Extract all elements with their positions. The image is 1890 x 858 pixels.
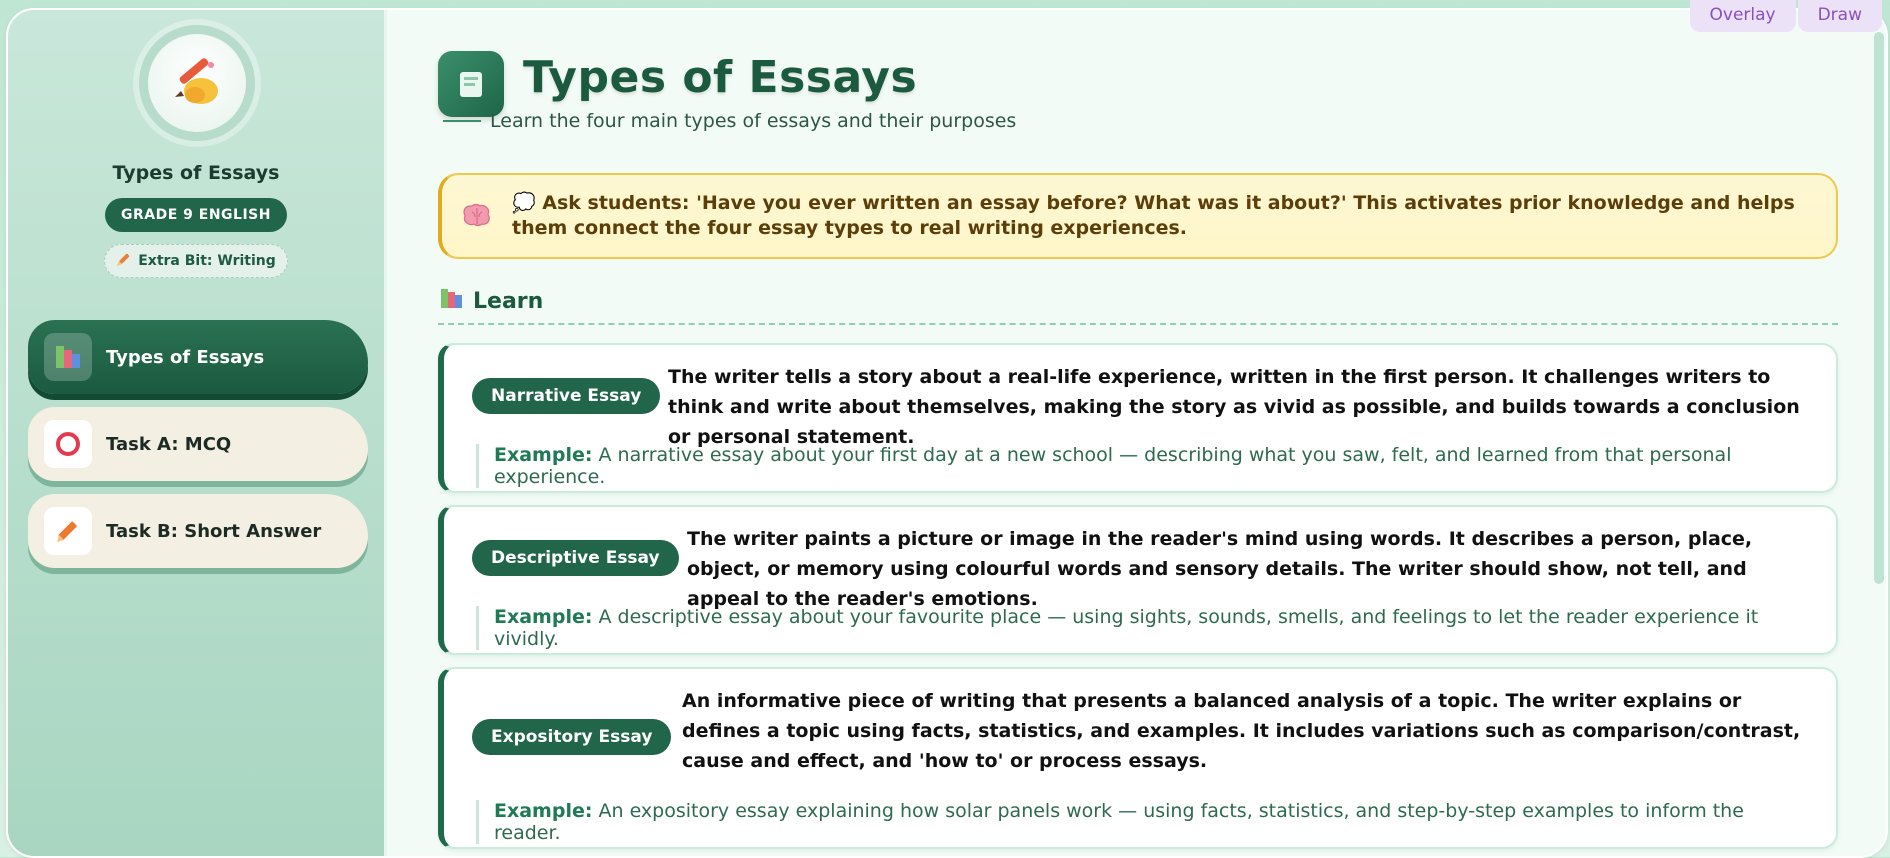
- books-icon: [439, 286, 465, 316]
- scrollbar[interactable]: [1874, 32, 1884, 584]
- main-content: [387, 10, 1886, 856]
- sidebar: [8, 10, 387, 856]
- essay-card-narrative: [438, 343, 1838, 493]
- essay-description: The writer paints a picture or image in the reader's mind using words. It describes a person, place, object, or memory using colourful words and sensory details. The writer should show, not tell, and appeal to the reader's emotions.: [687, 528, 1753, 610]
- essay-description: The writer tells a story about a real-life experience, written in the first person. It challenges writers to think and write about themselves, making the story as vivid as possible, and builds towards a conclusion or personal statement.: [668, 366, 1800, 448]
- essay-example: [476, 800, 1794, 844]
- essay-card-expository: [438, 667, 1838, 849]
- sidebar-item-task-a-mcq[interactable]: [28, 407, 368, 481]
- essay-example: [476, 444, 1794, 488]
- example-text: A descriptive essay about your favourite place — using sights, sounds, smells, and feelings to let the reader experience it vividly.: [494, 606, 1759, 650]
- writing-hand-icon: [148, 34, 246, 132]
- pencil-icon: [116, 251, 132, 271]
- extra-bit-badge[interactable]: [104, 244, 288, 278]
- essay-type-pill: Expository Essay: [472, 719, 671, 755]
- sidebar-item-label: Task A: MCQ: [106, 433, 232, 455]
- sidebar-item-types-of-essays[interactable]: [28, 320, 368, 394]
- pencil-icon: [44, 507, 92, 555]
- example-label: Example:: [494, 606, 593, 628]
- example-label: Example:: [494, 444, 593, 466]
- callout-text: 💭 Ask students: 'Have you ever written an essay before? What was it about?' This activates prior knowledge and helps them connect the four essay types to real writing experiences.: [512, 192, 1795, 239]
- example-text: A narrative essay about your first day at a new school — describing what you saw, felt, and learned from that personal experience.: [494, 444, 1732, 488]
- overlay-button[interactable]: Overlay: [1690, 0, 1796, 32]
- example-text: An expository essay explaining how solar panels work — using facts, statistics, and step-by-step examples to inform the reader.: [494, 800, 1744, 844]
- extra-bit-label: Extra Bit: Writing: [138, 253, 276, 269]
- sidebar-item-label: Types of Essays: [106, 346, 265, 368]
- essay-example: [476, 606, 1794, 650]
- learn-divider: [438, 323, 1838, 325]
- example-label: Example:: [494, 800, 593, 822]
- essay-type-pill: Descriptive Essay: [472, 540, 679, 576]
- page-title: Types of Essays: [523, 52, 918, 103]
- teacher-tip-callout: [438, 173, 1838, 259]
- essay-card-descriptive: [438, 505, 1838, 655]
- sidebar-item-label: Task B: Short Answer: [106, 520, 322, 542]
- subtitle-text: Learn the four main types of essays and their purposes: [490, 110, 1017, 132]
- page-subtitle: [443, 110, 1016, 132]
- sidebar-title: Types of Essays: [112, 162, 280, 184]
- app-frame: [6, 8, 1888, 858]
- book-icon: [438, 51, 504, 117]
- subtitle-dash: [443, 120, 481, 122]
- top-toolbar: [1690, 0, 1883, 32]
- books-icon: [44, 333, 92, 381]
- learn-heading: [439, 286, 543, 316]
- draw-button[interactable]: Draw: [1798, 0, 1882, 32]
- circle-icon: [44, 420, 92, 468]
- brain-icon: [442, 202, 512, 230]
- sidebar-item-task-b-short-answer[interactable]: [28, 494, 368, 568]
- essay-type-pill: Narrative Essay: [472, 378, 660, 414]
- learn-heading-text: Learn: [473, 288, 544, 314]
- logo-ring: [139, 25, 255, 141]
- essay-description: An informative piece of writing that presents a balanced analysis of a topic. The writer explains or defines a topic using facts, statistics, and examples. It includes variations such as comparison/contrast, cause and effect, and 'how to' or process essays.: [682, 690, 1801, 772]
- grade-badge: GRADE 9 ENGLISH: [105, 198, 287, 232]
